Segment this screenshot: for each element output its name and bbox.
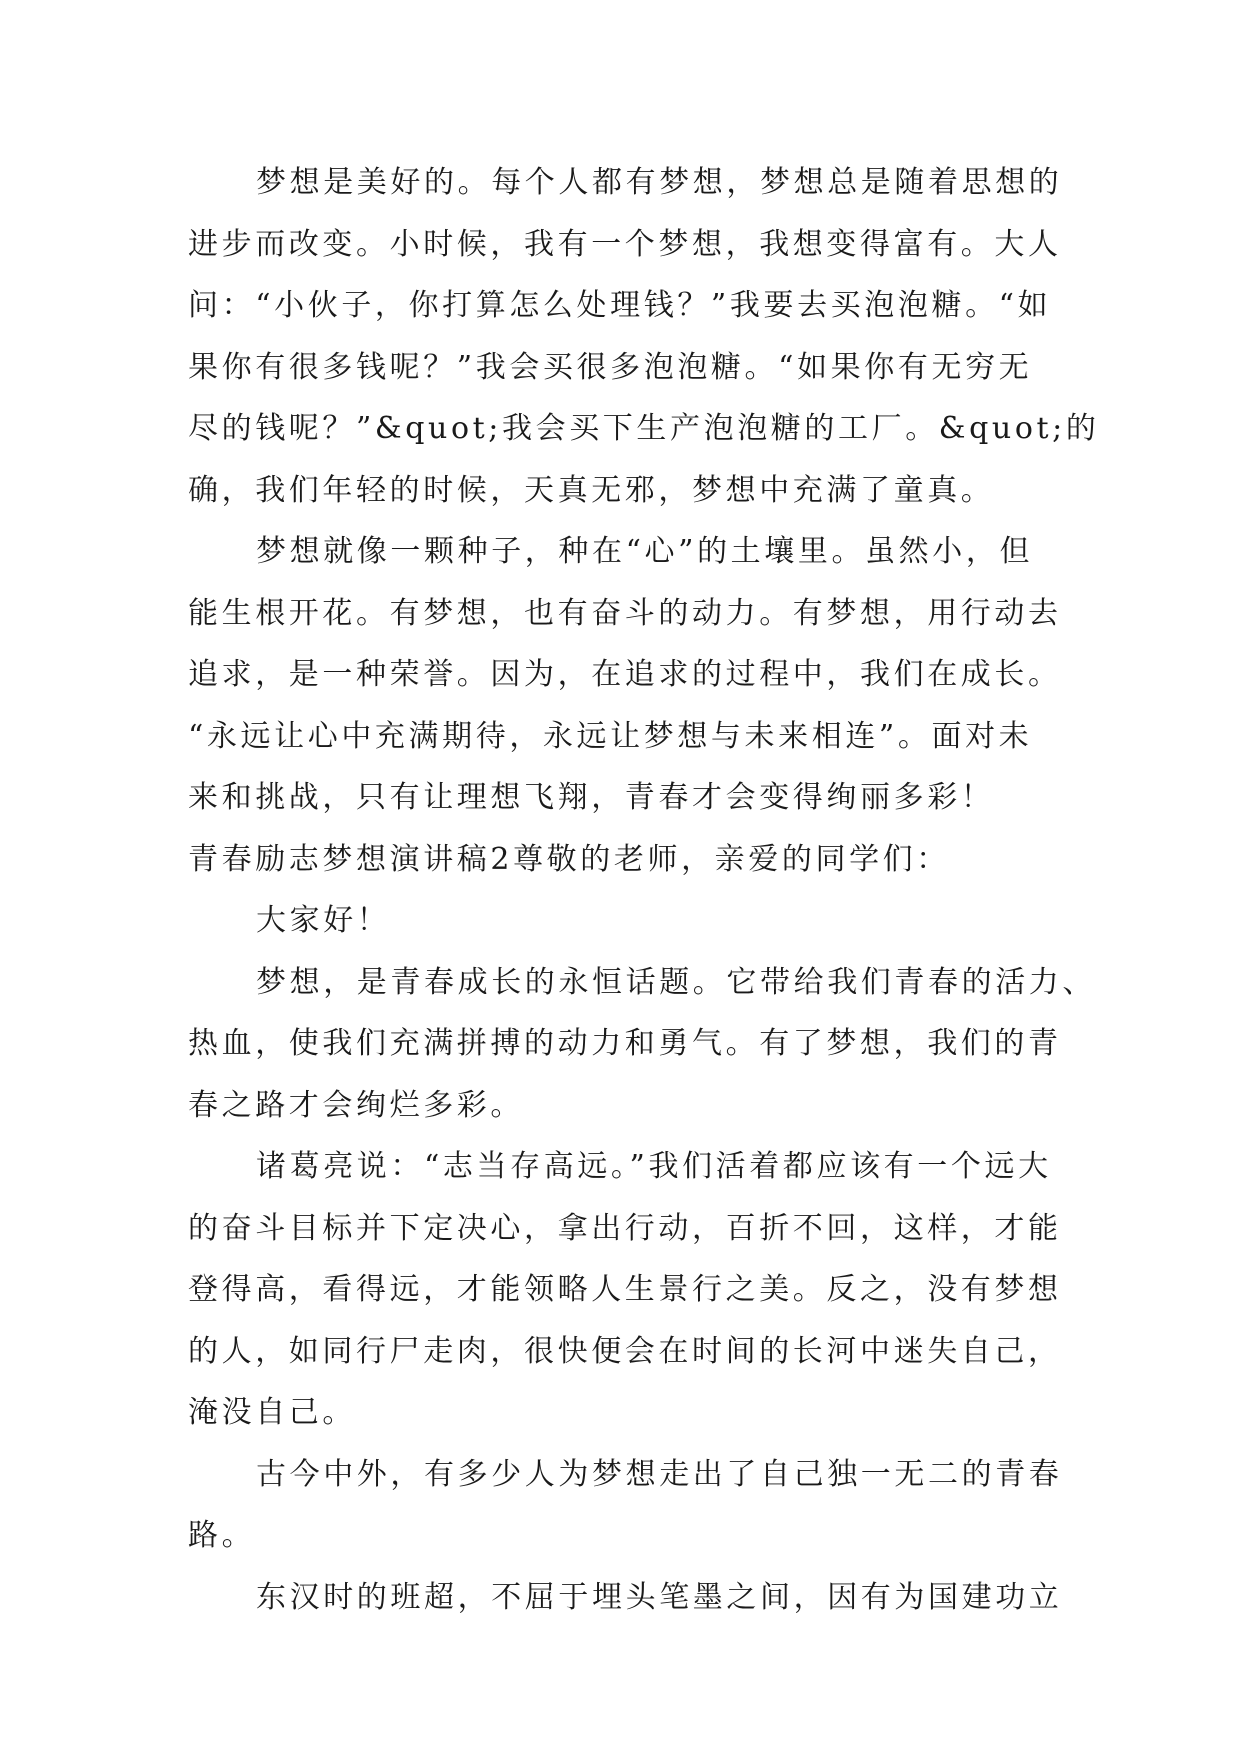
text-line: 进步而改变。小时候，我有一个梦想，我想变得富有。大人 xyxy=(188,226,1062,262)
text-line: 古今中外，有多少人为梦想走出了自己独一无二的青春 xyxy=(256,1456,1063,1492)
text-line: 东汉时的班超，不屈于埋头笔墨之间，因有为国建功立 xyxy=(256,1579,1063,1615)
text-line: 诸葛亮说：“志当存高远。”我们活着都应该有一个远大 xyxy=(256,1149,1052,1184)
text-line: 淹没自己。 xyxy=(188,1395,356,1430)
text-line: 问：“小伙子，你打算怎么处理钱？”我要去买泡泡糖。“如 xyxy=(188,288,1052,323)
text-line: 尽的钱呢？”&quot;我会买下生产泡泡糖的工厂。&quot;的 xyxy=(188,411,1100,446)
text-line: 来和挑战，只有让理想飞翔，青春才会变得绚丽多彩！ xyxy=(188,780,995,815)
text-line: 登得高，看得远，才能领略人生景行之美。反之，没有梦想 xyxy=(188,1272,1062,1307)
greeting-line: 大家好！ xyxy=(256,903,391,938)
text-line: 梦想就像一颗种子，种在“心”的土壤里。虽然小，但 xyxy=(256,534,1034,569)
text-line: 追求，是一种荣誉。因为，在追求的过程中，我们在成长。 xyxy=(188,657,1062,692)
document-body xyxy=(188,152,1100,1628)
text-line: 能生根开花。有梦想，也有奋斗的动力。有梦想，用行动去 xyxy=(188,595,1062,631)
text-line: 的人，如同行尸走肉，很快便会在时间的长河中迷失自己， xyxy=(188,1333,1062,1369)
text-line: “永远让心中充满期待，永远让梦想与未来相连”。面对未 xyxy=(188,718,1033,754)
text-line: 确，我们年轻的时候，天真无邪，梦想中充满了童真。 xyxy=(188,472,995,508)
text-line: 路。 xyxy=(188,1518,256,1553)
text-line: 热血，使我们充满拼搏的动力和勇气。有了梦想，我们的青 xyxy=(188,1026,1062,1061)
text-line: 梦想，是青春成长的永恒话题。它带给我们青春的活力、 xyxy=(256,964,1096,1000)
text-line: 梦想是美好的。每个人都有梦想，梦想总是随着思想的 xyxy=(256,165,1063,200)
text-line: 春之路才会绚烂多彩。 xyxy=(188,1087,524,1123)
text-line: 的奋斗目标并下定决心，拿出行动，百折不回，这样，才能 xyxy=(188,1210,1062,1246)
section-heading: 青春励志梦想演讲稿2尊敬的老师，亲爱的同学们： xyxy=(188,841,950,877)
text-line: 果你有很多钱呢？”我会买很多泡泡糖。“如果你有无穷无 xyxy=(188,349,1033,385)
